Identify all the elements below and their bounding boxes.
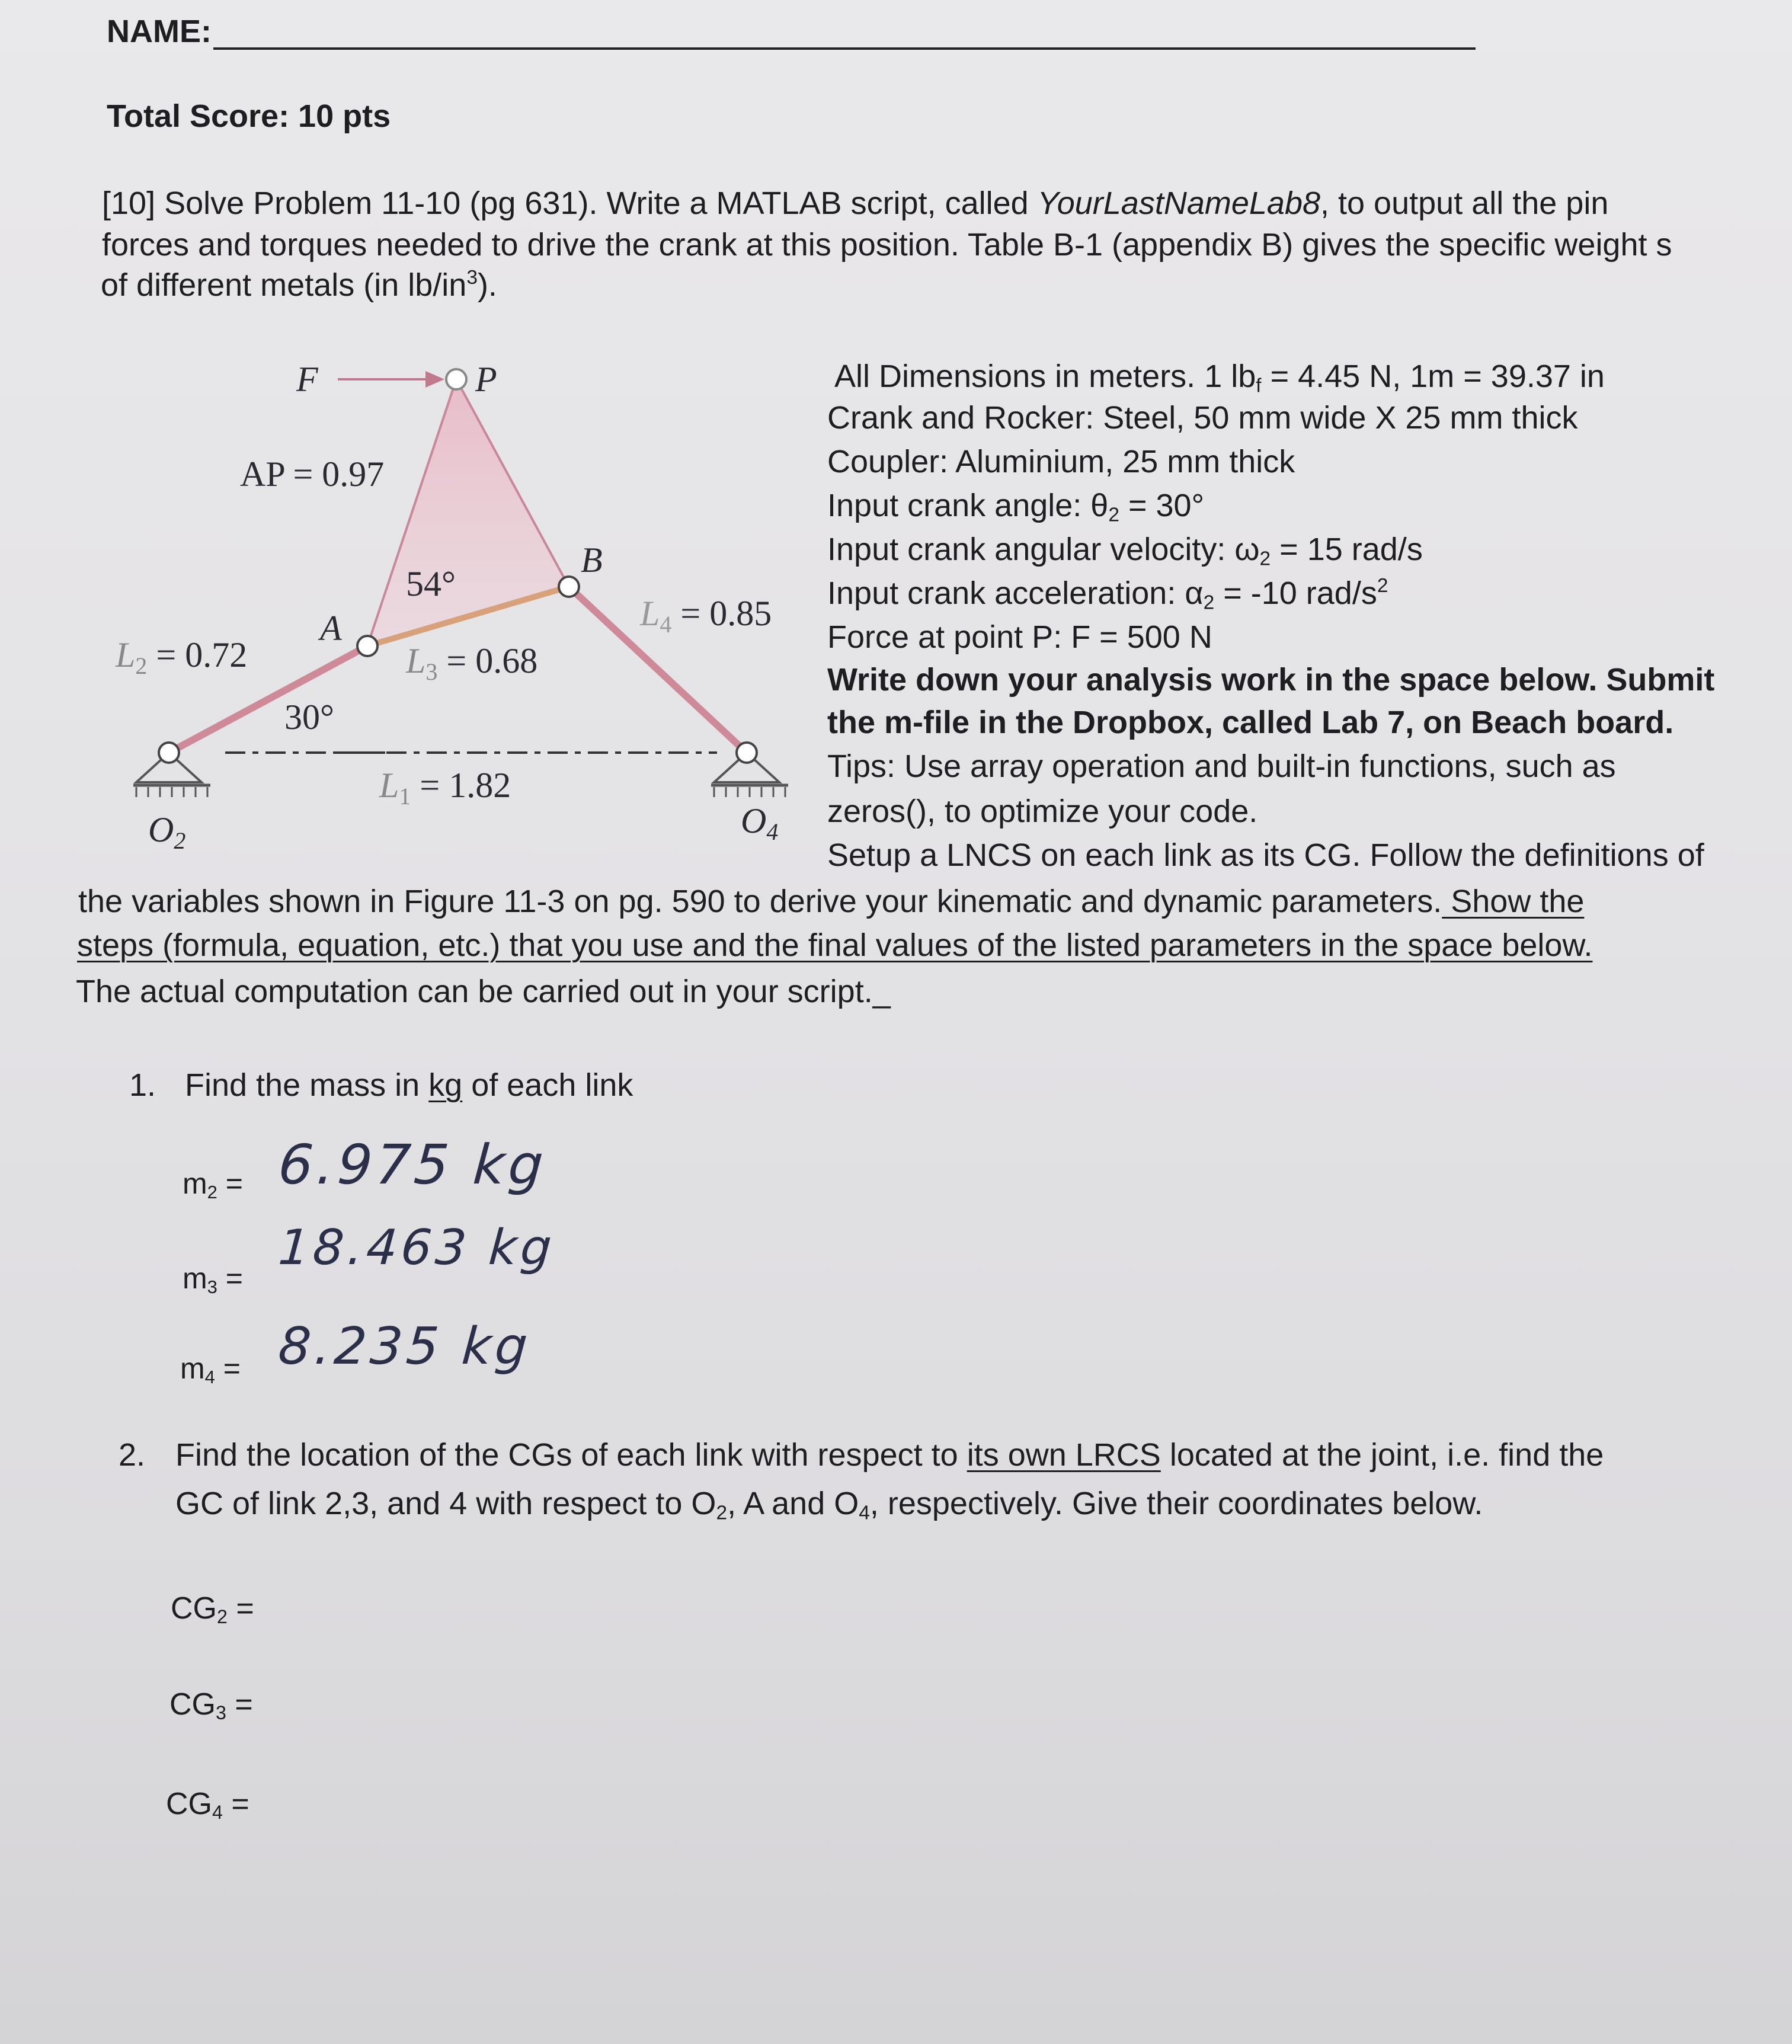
- q2-line-2: [175, 1485, 1483, 1524]
- ground-pivot-o2: [133, 743, 210, 797]
- m3-label: [183, 1261, 243, 1298]
- joint-b: [559, 577, 579, 597]
- name-label: NAME:: [107, 14, 212, 49]
- continuation-line-2: [77, 927, 1593, 964]
- spec-alpha-sub: 2: [1203, 591, 1215, 614]
- label-f: F: [296, 360, 318, 399]
- m2-sub: 2: [207, 1181, 217, 1202]
- cg2-symbol: CG: [171, 1591, 217, 1626]
- label-l3-sub: 3: [425, 658, 438, 685]
- m2-symbol: m: [183, 1167, 207, 1200]
- linkage-diagram: [101, 344, 812, 877]
- spec-alpha-text: Input crank acceleration: α: [827, 575, 1204, 611]
- label-l1: [379, 766, 511, 810]
- units-text: of different metals (in lb/in: [101, 267, 467, 303]
- force-arrowhead: [425, 371, 444, 388]
- q2-text-e: , respectively. Give their coordinates below.: [869, 1486, 1483, 1521]
- spec-angular-velocity: [827, 531, 1423, 570]
- units-close: ).: [477, 267, 497, 303]
- label-o4-sub: 4: [766, 818, 779, 845]
- label-l4-symbol: L: [640, 594, 660, 633]
- label-l4: [639, 594, 772, 638]
- spec-dimensions-text: All Dimensions in meters. 1 lb: [834, 359, 1256, 394]
- spec-theta-sub: 2: [1108, 504, 1119, 526]
- label-p: P: [475, 360, 497, 399]
- q1-text: [185, 1067, 633, 1103]
- spec-crank-rocker: Crank and Rocker: Steel, 50 mm wide X 25 mm thick: [827, 400, 1578, 436]
- label-o4: [741, 801, 778, 845]
- q2-number: 2.: [119, 1437, 146, 1473]
- spec-instruction-2: the m-file in the Dropbox, called Lab 7, on Beach board.: [827, 705, 1674, 740]
- continuation-line-3: The actual computation can be carried out in your script._: [76, 974, 891, 1009]
- m3-symbol: m: [183, 1262, 207, 1295]
- ground-pivot-o4: [711, 743, 788, 797]
- q1-text-b: of each link: [462, 1067, 633, 1103]
- label-l1-symbol: L: [379, 766, 399, 805]
- continuation-underlined: Show the: [1442, 884, 1585, 919]
- m3-sub: 3: [207, 1276, 217, 1297]
- m2-label: [183, 1166, 243, 1203]
- label-l1-value: = 1.82: [411, 766, 511, 805]
- spec-instruction-1: Write down your analysis work in the space below. Submit: [827, 662, 1715, 698]
- label-l3-symbol: L: [406, 641, 426, 680]
- label-angle-30: 30°: [284, 698, 334, 737]
- spec-alpha-exponent: 2: [1377, 574, 1388, 597]
- coupler-triangle: [367, 379, 569, 646]
- cg3-equals: =: [226, 1687, 253, 1722]
- label-l4-sub: 4: [660, 611, 672, 638]
- label-a: A: [320, 609, 342, 648]
- cg3-label: [169, 1687, 253, 1724]
- spec-dimensions: [834, 358, 1605, 397]
- spec-lncs: Setup a LNCS on each link as its CG. Follow the definitions of: [827, 837, 1704, 873]
- problem-line-2: forces and torques needed to drive the crank at this position. Table B-1 (appendix B) gives the specific weight s: [102, 227, 1672, 263]
- q2-text-c: GC of link 2,3, and 4 with respect to O: [175, 1486, 716, 1521]
- total-score: Total Score: 10 pts: [107, 98, 391, 134]
- spec-crank-angle: [827, 487, 1204, 526]
- spec-alpha-value: = -10 rad/s: [1214, 575, 1377, 611]
- m4-equals: =: [215, 1352, 241, 1385]
- name-underline: [213, 47, 1476, 50]
- spec-theta-text: Input crank angle: θ: [827, 488, 1109, 523]
- spec-force: Force at point P: F = 500 N: [827, 619, 1212, 655]
- m2-equals: =: [217, 1167, 243, 1200]
- cg2-label: [171, 1591, 254, 1628]
- m4-symbol: m: [180, 1352, 205, 1385]
- cg3-symbol: CG: [169, 1687, 216, 1722]
- q2-text-b: located at the joint, i.e. find the: [1160, 1437, 1604, 1473]
- m4-label: [180, 1351, 241, 1388]
- label-l2-value: = 0.72: [147, 635, 248, 674]
- cg2-equals: =: [227, 1591, 254, 1626]
- cg4-label: [166, 1786, 249, 1824]
- joint-a: [357, 636, 377, 656]
- q2-o4-sub: 4: [859, 1502, 870, 1524]
- q2-lrcs: its own LRCS: [967, 1437, 1161, 1473]
- spec-omega-sub: 2: [1259, 548, 1271, 570]
- label-o2-symbol: O: [148, 810, 174, 849]
- q2-text-a: Find the location of the CGs of each link with respect to: [175, 1437, 967, 1473]
- spec-omega-value: = 15 rad/s: [1271, 532, 1423, 567]
- m3-equals: =: [217, 1262, 243, 1295]
- spec-acceleration: [827, 575, 1388, 614]
- label-l3: [405, 641, 537, 685]
- continuation-text: the variables shown in Figure 11-3 on pg. 590 to derive your kinematic and dynamic parameters.: [78, 884, 1442, 919]
- label-angle-54: 54°: [406, 564, 456, 603]
- label-l2: [115, 635, 247, 679]
- label-l2-symbol: L: [116, 635, 136, 674]
- continuation-line-1: [78, 883, 1584, 920]
- label-o2-sub: 2: [174, 827, 186, 854]
- m4-sub: 4: [204, 1366, 215, 1387]
- label-ap: AP = 0.97: [240, 455, 385, 494]
- label-o2: [148, 810, 185, 854]
- spec-theta-value: = 30°: [1119, 488, 1205, 523]
- cg2-sub: 2: [217, 1606, 228, 1628]
- label-l2-sub: 2: [135, 652, 148, 679]
- units-exponent: 3: [466, 266, 478, 289]
- point-p: [446, 369, 466, 389]
- spec-tips-1: Tips: Use array operation and built-in functions, such as: [827, 748, 1616, 784]
- q2-text-d: , A and O: [727, 1486, 859, 1521]
- q1-text-a: Find the mass in: [185, 1067, 429, 1103]
- q2-line-1: [175, 1437, 1604, 1473]
- spec-conversion: = 4.45 N, 1m = 39.37 in: [1261, 359, 1605, 394]
- label-b: B: [581, 540, 603, 580]
- m4-answer: 8.235 kg: [276, 1317, 533, 1376]
- spec-lbf-sub: f: [1256, 375, 1262, 397]
- cg4-sub: 4: [212, 1802, 223, 1824]
- problem-line-1: [102, 185, 1608, 222]
- cg4-equals: =: [222, 1787, 249, 1821]
- label-l4-value: = 0.85: [671, 594, 772, 633]
- cg4-symbol: CG: [166, 1787, 212, 1821]
- label-l1-sub: 1: [399, 783, 411, 810]
- m2-answer: 6.975 kg: [276, 1133, 549, 1197]
- problem-text-end: , to output all the pin: [1320, 185, 1609, 221]
- problem-line-3: [101, 267, 497, 303]
- problem-text: [10] Solve Problem 11-10 (pg 631). Write a MATLAB script, called: [102, 185, 1038, 221]
- q2-o2-sub: 2: [716, 1502, 728, 1524]
- cg3-sub: 3: [216, 1702, 226, 1724]
- script-name: YourLastNameLab8: [1037, 185, 1321, 221]
- q1-number: 1.: [129, 1067, 156, 1103]
- label-o4-symbol: O: [741, 801, 767, 840]
- label-l3-value: = 0.68: [437, 641, 538, 680]
- spec-tips-2: zeros(), to optimize your code.: [827, 794, 1258, 829]
- spec-coupler: Coupler: Aluminium, 25 mm thick: [827, 444, 1295, 479]
- m3-answer: 18.463 kg: [276, 1220, 557, 1276]
- continuation-underlined-2: steps (formula, equation, etc.) that you use and the final values of the listed parameters in the space below.: [77, 927, 1593, 963]
- spec-omega-text: Input crank angular velocity: ω: [827, 532, 1260, 567]
- q1-unit: kg: [428, 1067, 463, 1103]
